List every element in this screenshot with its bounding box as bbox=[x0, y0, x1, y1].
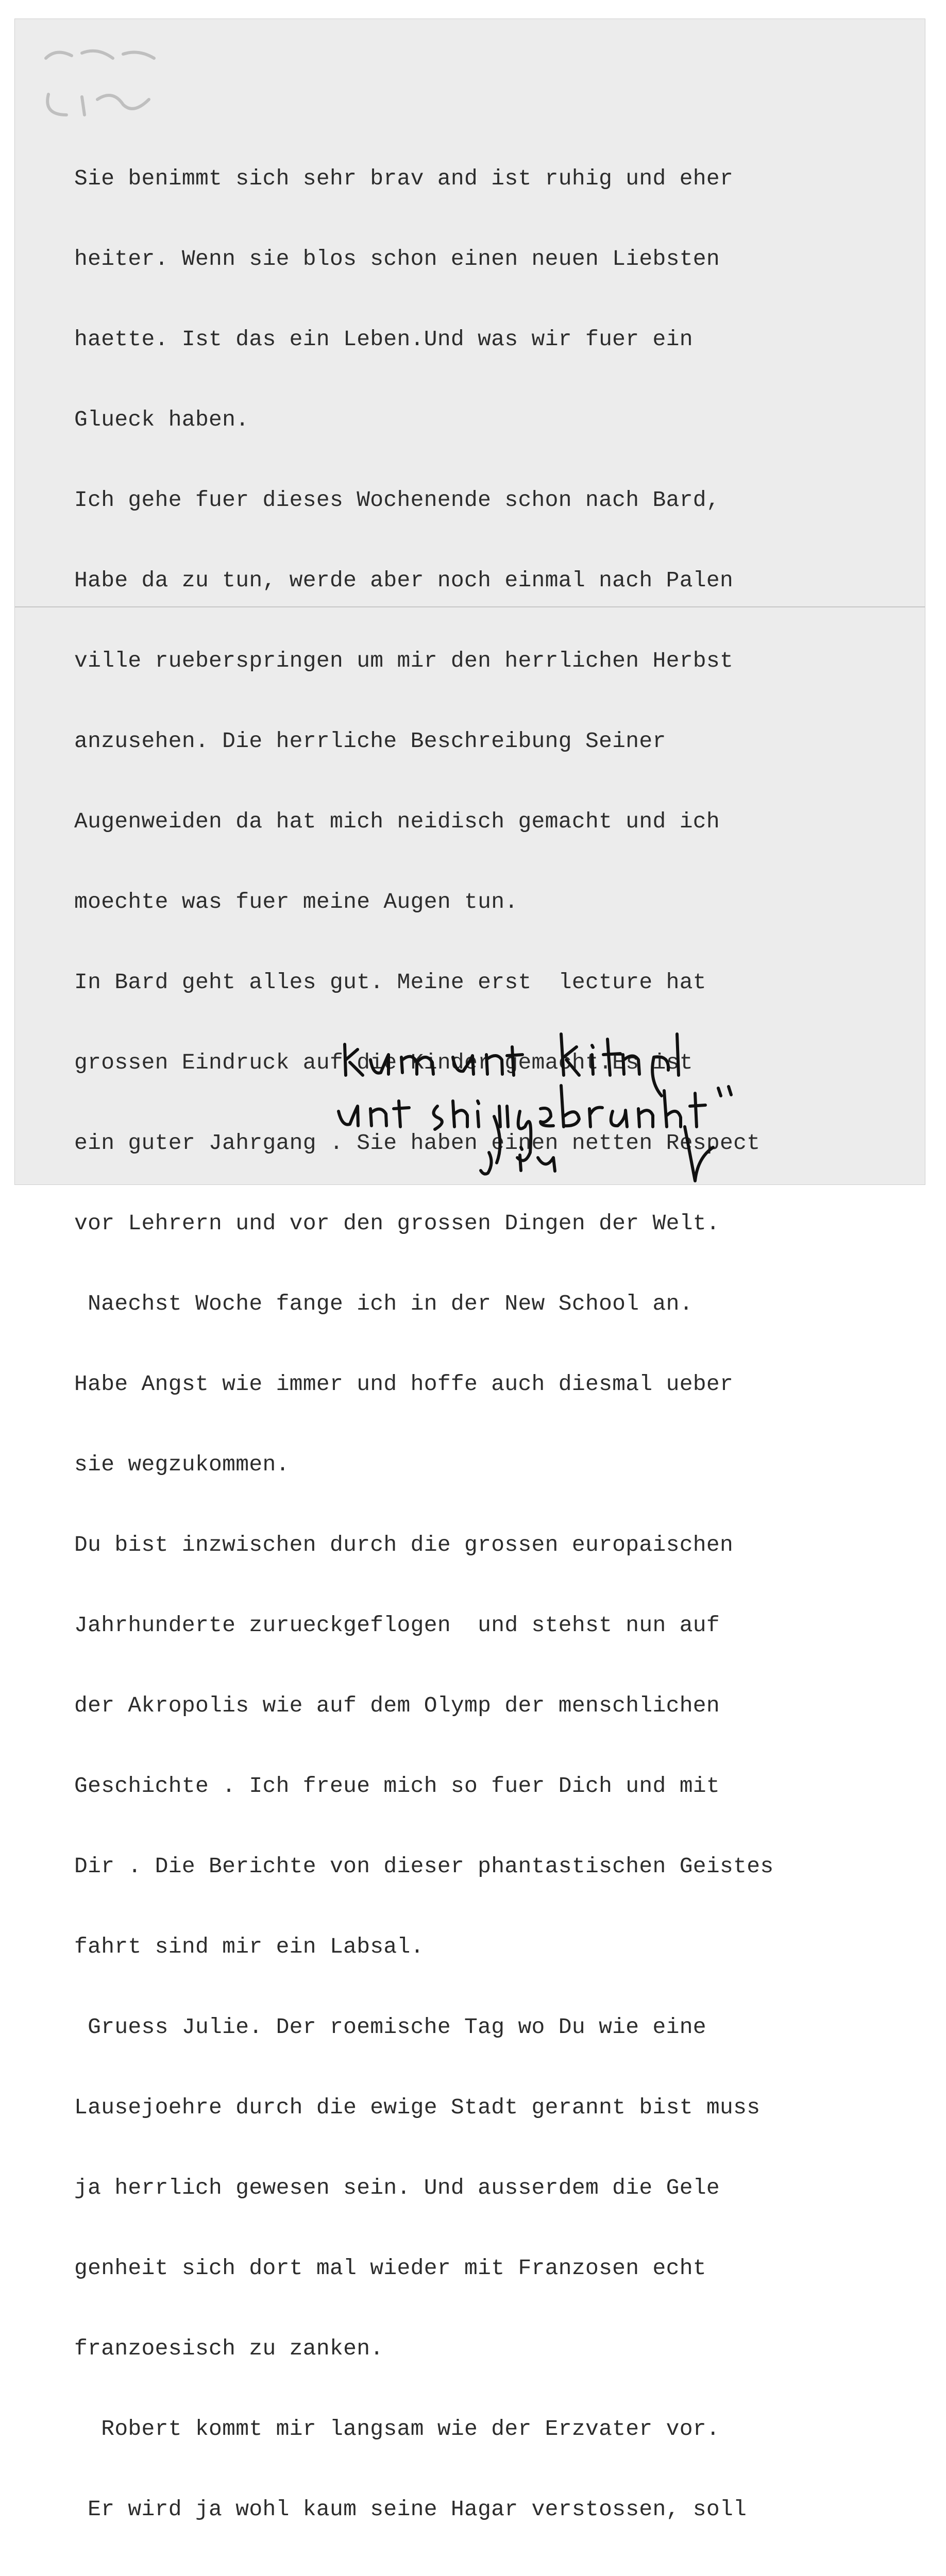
text-line: haette. Ist das ein Leben.Und was wir fuer ein bbox=[74, 327, 693, 352]
handwritten-signature bbox=[334, 1024, 875, 1189]
text-line: Gruess Julie. Der roemische Tag wo Du wie eine bbox=[74, 2014, 706, 2040]
text-line: sie wegzukommen. bbox=[74, 1452, 290, 1477]
text-line: Dir . Die Berichte von dieser phantastischen Geistes bbox=[74, 1854, 774, 1879]
text-line: moechte was fuer meine Augen tun. bbox=[74, 889, 518, 914]
text-line: anzusehen. Die herrliche Beschreibung Seiner bbox=[74, 728, 666, 754]
text-line: ja herrlich gewesen sein. Und ausserdem die Gele bbox=[74, 2175, 720, 2200]
text-line: Augenweiden da hat mich neidisch gemacht und ich bbox=[74, 809, 720, 834]
text-line: Sie benimmt sich sehr brav and ist ruhig und eher bbox=[74, 166, 734, 191]
text-line: Geschichte . Ich freue mich so fuer Dich und mit bbox=[74, 1773, 720, 1799]
text-line: Habe Angst wie immer und hoffe auch diesmal ueber bbox=[74, 1371, 734, 1397]
typed-letter-body bbox=[74, 112, 919, 2576]
text-line: grossen Eindruck auf die Kinder gemacht.Es ist bbox=[74, 1050, 693, 1075]
text-line: ville rueberspringen um mir den herrlichen Herbst bbox=[74, 648, 734, 673]
text-line: Ich gehe fuer dieses Wochenende schon nach Bard, bbox=[74, 487, 720, 513]
text-line: In Bard geht alles gut. Meine erst lecture hat bbox=[74, 970, 706, 995]
text-line: Naechst Woche fange ich in der New School an. bbox=[74, 1291, 693, 1316]
text-line: genheit sich dort mal wieder mit Franzosen echt bbox=[74, 2256, 706, 2281]
text-line: franzoesisch zu zanken. bbox=[74, 2336, 384, 2361]
text-line: heiter. Wenn sie blos schon einen neuen Liebsten bbox=[74, 246, 720, 272]
text-line: vor Lehrern und vor den grossen Dingen der Welt. bbox=[74, 1211, 720, 1236]
text-line: der Akropolis wie auf dem Olymp der menschlichen bbox=[74, 1693, 720, 1718]
letter-page bbox=[14, 19, 925, 2522]
text-line: ein guter Jahrgang . Sie haben einen netten Respect bbox=[74, 1130, 761, 1156]
text-line: Du bist inzwischen durch die grossen europaischen bbox=[74, 1532, 734, 1557]
text-line: Er wird ja wohl kaum seine Hagar verstossen, soll bbox=[74, 2497, 747, 2522]
text-line: Habe da zu tun, werde aber noch einmal nach Palen bbox=[74, 568, 734, 593]
text-line: Robert kommt mir langsam wie der Erzvater vor. bbox=[74, 2416, 720, 2442]
text-line: Glueck haben. bbox=[74, 407, 249, 432]
text-line: Lausejoehre durch die ewige Stadt gerannt bist muss bbox=[74, 2095, 761, 2120]
text-line: Jahrhunderte zurueckgeflogen und stehst nun auf bbox=[74, 1613, 720, 1638]
text-line: fahrt sind mir ein Labsal. bbox=[74, 1934, 424, 1959]
